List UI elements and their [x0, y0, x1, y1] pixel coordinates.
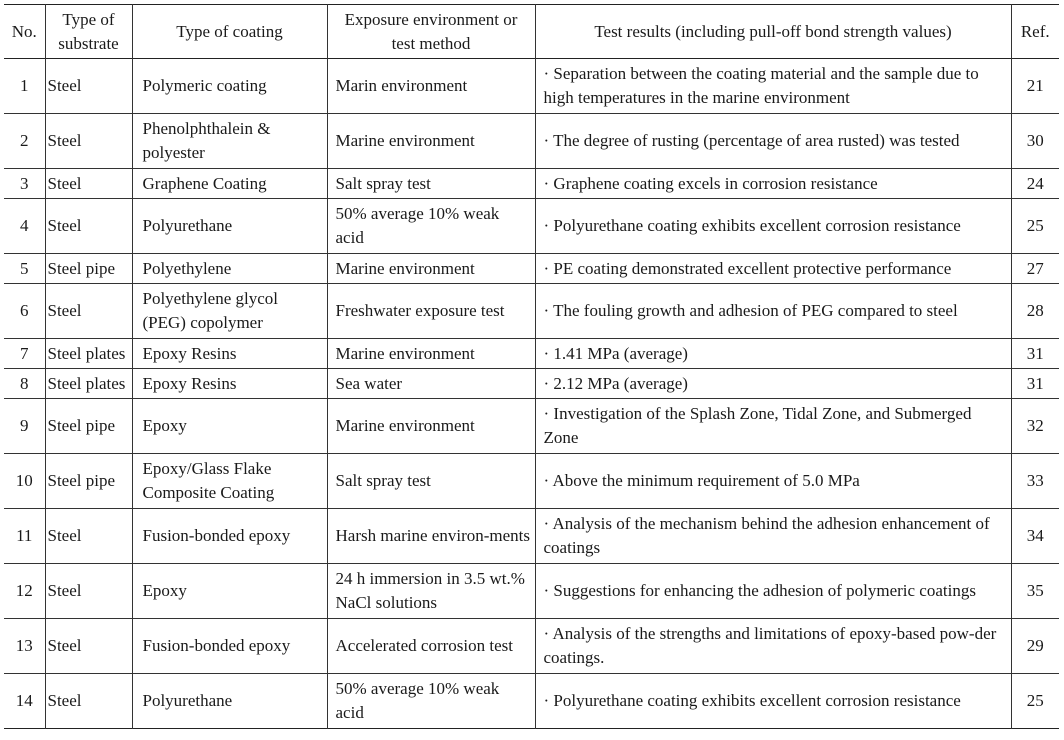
cell-substrate: Steel plates	[45, 339, 132, 369]
cell-coating: Polymeric coating	[132, 59, 327, 114]
cell-environment: Marine environment	[327, 399, 535, 454]
cell-no: 13	[15, 636, 33, 655]
table-row	[4, 339, 1059, 369]
cell-substrate: Steel	[45, 674, 132, 729]
header-ref: Ref.	[1011, 5, 1059, 59]
header-no: No.	[11, 21, 37, 41]
cell-substrate: Steel	[45, 564, 132, 619]
cell-coating: Epoxy Resins	[132, 369, 327, 399]
table-row	[4, 169, 1059, 199]
cell-results: · Analysis of the strengths and limitations of epoxy-based pow-der coatings.	[535, 619, 1011, 674]
cell-coating: Graphene Coating	[132, 169, 327, 199]
cell-ref: 27	[1011, 254, 1059, 284]
cell-ref: 28	[1011, 284, 1059, 339]
cell-environment: Marine environment	[327, 114, 535, 169]
cell-results: · Graphene coating excels in corrosion resistance	[535, 169, 1011, 199]
cell-no: 12	[15, 581, 33, 600]
coating-studies-table	[4, 4, 1059, 729]
cell-no: 9	[20, 416, 29, 435]
cell-environment: Sea water	[327, 369, 535, 399]
cell-ref: 29	[1011, 619, 1059, 674]
cell-substrate: Steel	[45, 284, 132, 339]
cell-substrate: Steel	[45, 169, 132, 199]
cell-ref: 25	[1011, 199, 1059, 254]
cell-substrate: Steel plates	[45, 369, 132, 399]
cell-ref: 35	[1011, 564, 1059, 619]
table-row	[4, 114, 1059, 169]
cell-coating: Fusion-bonded epoxy	[132, 509, 327, 564]
table-row	[4, 199, 1059, 254]
cell-ref: 24	[1011, 169, 1059, 199]
table-row	[4, 674, 1059, 729]
table-row	[4, 399, 1059, 454]
table-row	[4, 619, 1059, 674]
table-row	[4, 454, 1059, 509]
header-substrate: Type of substrate	[45, 5, 132, 59]
cell-ref: 31	[1011, 339, 1059, 369]
cell-environment: Marine environment	[327, 339, 535, 369]
table-row	[4, 59, 1059, 114]
cell-ref: 33	[1011, 454, 1059, 509]
cell-no: 10	[15, 471, 33, 490]
cell-coating: Epoxy	[132, 564, 327, 619]
cell-results: · The fouling growth and adhesion of PEG compared to steel	[535, 284, 1011, 339]
cell-coating: Polyurethane	[132, 674, 327, 729]
cell-results: · Polyurethane coating exhibits excellent corrosion resistance	[535, 199, 1011, 254]
header-coating: Type of coating	[132, 5, 327, 59]
cell-no: 1	[20, 76, 29, 95]
cell-results: · PE coating demonstrated excellent protective performance	[535, 254, 1011, 284]
cell-coating: Polyurethane	[132, 199, 327, 254]
cell-substrate: Steel pipe	[45, 454, 132, 509]
cell-ref: 25	[1011, 674, 1059, 729]
cell-environment: Harsh marine environ-ments	[327, 509, 535, 564]
cell-no: 5	[20, 258, 29, 278]
cell-environment: Accelerated corrosion test	[327, 619, 535, 674]
cell-results: · Separation between the coating material and the sample due to high temperatures in the marine environment	[535, 59, 1011, 114]
cell-substrate: Steel	[45, 59, 132, 114]
cell-results: · Investigation of the Splash Zone, Tidal Zone, and Submerged Zone	[535, 399, 1011, 454]
table-row	[4, 254, 1059, 284]
cell-results: · Analysis of the mechanism behind the adhesion enhancement of coatings	[535, 509, 1011, 564]
cell-no: 11	[16, 526, 33, 545]
table-body	[4, 59, 1059, 729]
cell-substrate: Steel	[45, 509, 132, 564]
cell-environment: Salt spray test	[327, 169, 535, 199]
table-row	[4, 509, 1059, 564]
table-row	[4, 564, 1059, 619]
cell-results: · 2.12 MPa (average)	[535, 369, 1011, 399]
cell-results: · 1.41 MPa (average)	[535, 339, 1011, 369]
cell-environment: 50% average 10% weak acid	[327, 199, 535, 254]
cell-no: 4	[20, 216, 29, 235]
cell-results: · The degree of rusting (percentage of area rusted) was tested	[535, 114, 1011, 169]
cell-environment: Marin environment	[327, 59, 535, 114]
cell-no: 7	[20, 343, 29, 363]
cell-substrate: Steel pipe	[45, 399, 132, 454]
cell-no: 3	[20, 173, 29, 193]
header-environment: Exposure environment or test method	[327, 5, 535, 59]
cell-substrate: Steel	[45, 619, 132, 674]
cell-environment: Freshwater exposure test	[327, 284, 535, 339]
cell-no: 6	[20, 301, 29, 320]
cell-coating: Epoxy/Glass Flake Composite Coating	[132, 454, 327, 509]
cell-environment: 24 h immersion in 3.5 wt.% NaCl solutions	[327, 564, 535, 619]
cell-coating: Phenolphthalein & polyester	[132, 114, 327, 169]
cell-ref: 34	[1011, 509, 1059, 564]
table-row	[4, 284, 1059, 339]
cell-substrate: Steel	[45, 199, 132, 254]
cell-substrate: Steel	[45, 114, 132, 169]
cell-ref: 30	[1011, 114, 1059, 169]
cell-results: · Suggestions for enhancing the adhesion of polymeric coatings	[535, 564, 1011, 619]
cell-coating: Epoxy Resins	[132, 339, 327, 369]
cell-ref: 32	[1011, 399, 1059, 454]
cell-coating: Polyethylene	[132, 254, 327, 284]
cell-ref: 31	[1011, 369, 1059, 399]
header-results: Test results (including pull-off bond strength values)	[535, 5, 1011, 59]
cell-ref: 21	[1011, 59, 1059, 114]
cell-coating: Epoxy	[132, 399, 327, 454]
cell-substrate: Steel pipe	[45, 254, 132, 284]
cell-environment: 50% average 10% weak acid	[327, 674, 535, 729]
cell-no: 2	[20, 131, 29, 150]
cell-coating: Polyethylene glycol (PEG) copolymer	[132, 284, 327, 339]
cell-results: · Polyurethane coating exhibits excellent corrosion resistance	[535, 674, 1011, 729]
cell-environment: Marine environment	[327, 254, 535, 284]
cell-no: 14	[15, 691, 33, 710]
cell-environment: Salt spray test	[327, 454, 535, 509]
table-header	[4, 5, 1059, 59]
cell-results: · Above the minimum requirement of 5.0 MPa	[535, 454, 1011, 509]
cell-coating: Fusion-bonded epoxy	[132, 619, 327, 674]
table-row	[4, 369, 1059, 399]
cell-no: 8	[20, 373, 29, 393]
header-row	[4, 5, 1059, 59]
